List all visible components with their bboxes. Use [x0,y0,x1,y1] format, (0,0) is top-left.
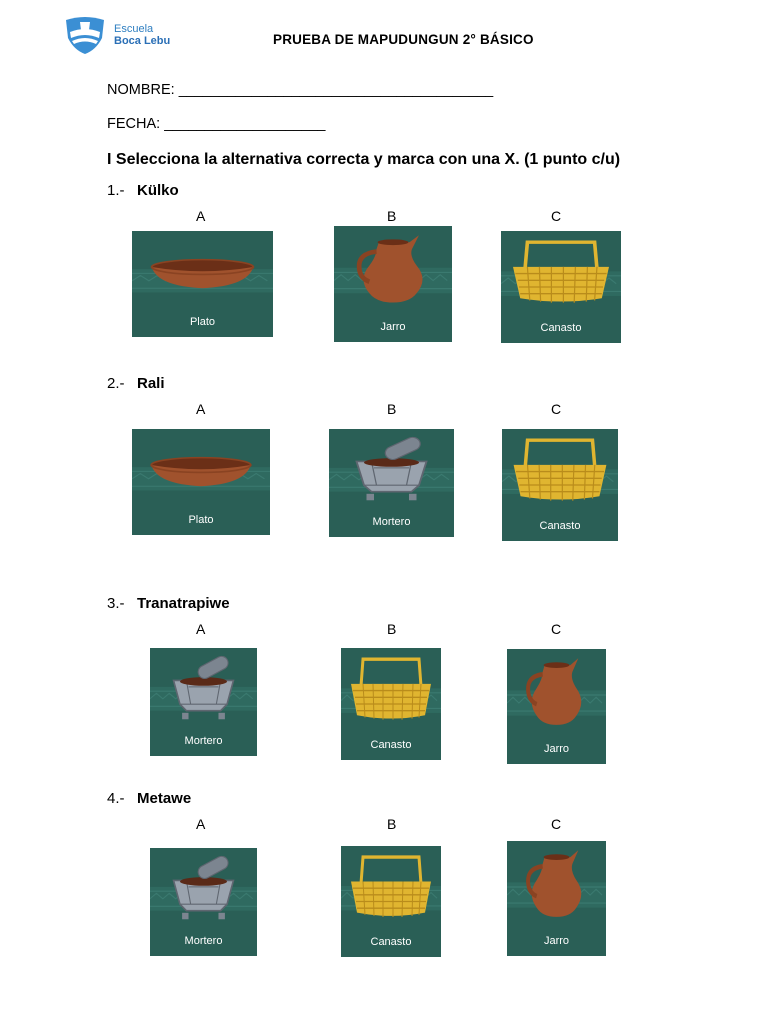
question-3-option-c-letter[interactable]: C [551,621,562,637]
shield-icon [62,16,108,56]
page-title: PRUEBA DE MAPUDUNGUN 2° BÁSICO [273,32,534,47]
question-1-option-c-card[interactable] [501,231,621,343]
question-1-option-c-letter[interactable]: C [551,208,562,224]
nombre-field[interactable]: NOMBRE: _______________________________________ [107,82,494,98]
question-3-option-c-card[interactable] [507,649,606,764]
question-2-option-a-letter[interactable]: A [196,401,206,417]
instruction: I Selecciona la alternativa correcta y marca con una X. (1 punto c/u) [107,151,621,168]
question-1-option-a-card[interactable] [132,231,273,337]
question-4-option-a-card[interactable] [150,848,257,956]
question-2-option-b-letter[interactable]: B [387,401,397,417]
logo-line2: Boca Lebu [114,35,171,47]
question-3-word: Tranatrapiwe [137,595,230,612]
question-4-option-c-card[interactable] [507,841,606,956]
question-3-option-a-letter[interactable]: A [196,621,206,637]
question-4-option-b-card[interactable] [341,846,441,957]
card-caption: Jarro [380,321,406,333]
question-4-option-a-letter[interactable]: A [196,816,206,832]
question-3-option-b-letter[interactable]: B [387,621,397,637]
question-1-option-b-card[interactable] [334,226,452,342]
school-logo [62,16,182,56]
question-1-number: 1.- [107,182,125,199]
card-caption: Canasto [370,936,412,948]
fecha-field[interactable]: FECHA: ____________________ [107,116,326,132]
question-1-option-a-letter[interactable]: A [196,208,206,224]
card-caption: Plato [189,316,216,328]
card-caption: Canasto [370,739,412,751]
card-caption: Jarro [543,935,570,947]
card-caption: Canasto [539,520,581,532]
card-caption: Canasto [540,322,582,334]
card-caption: Mortero [184,735,223,747]
question-1-option-b-letter[interactable]: B [387,208,397,224]
logo-line1: Escuela [114,23,154,35]
question-3-option-a-card[interactable] [150,648,257,756]
question-4-word: Metawe [137,790,192,807]
question-2-number: 2.- [107,375,125,392]
question-2-option-c-letter[interactable]: C [551,401,562,417]
question-4-option-c-letter[interactable]: C [551,816,562,832]
question-3-option-b-card[interactable] [341,648,441,760]
question-2-option-a-card[interactable] [132,429,270,535]
question-2-option-c-card[interactable] [502,429,618,541]
question-4-option-b-letter[interactable]: B [387,816,397,832]
card-caption: Mortero [184,935,223,947]
card-caption: Jarro [543,743,570,755]
question-4-number: 4.- [107,790,125,807]
card-caption: Mortero [372,516,411,528]
question-1-word: Külko [137,182,179,199]
question-2-word: Rali [137,375,165,392]
question-3-number: 3.- [107,595,125,612]
card-caption: Plato [188,514,214,526]
question-2-option-b-card[interactable] [329,429,454,537]
